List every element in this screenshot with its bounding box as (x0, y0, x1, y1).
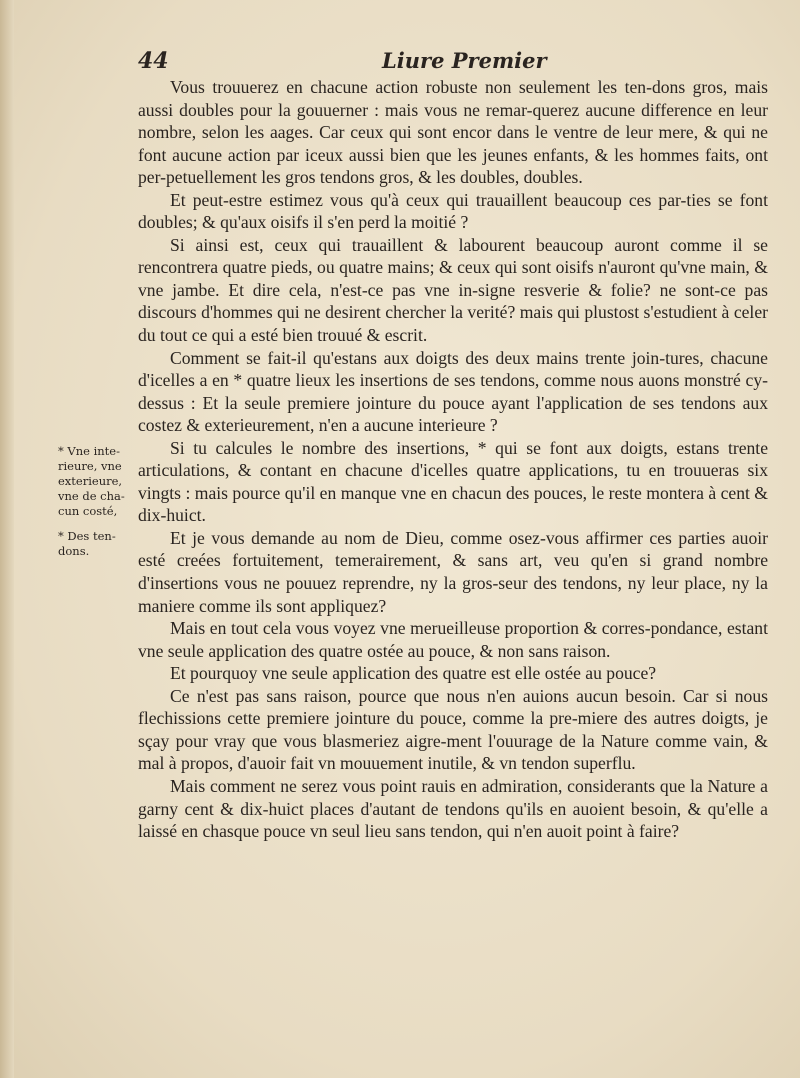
page-header (138, 48, 778, 76)
paragraph: Mais en tout cela vous voyez vne merueilleuse proportion & corres-pondance, estant vne seule application des quatre ostée au pouce, & non sans raison. (138, 618, 768, 661)
body-text (138, 76, 768, 843)
margin-note: * Vne inte-rieure, vne exterieure, vne de cha-cun costé, (58, 444, 125, 518)
page-number: 44 (138, 48, 169, 74)
paragraph: Si tu calcules le nombre des insertions, * qui se font aux doigts, estans trente articulations, & contant en chacune d'icelles quatre applications, tu en trouueras six vingts : mais pource qu'il en manque vne en chacun des pouces, le reste montera à cent & dix-huict. (138, 437, 768, 526)
paragraph: Si ainsi est, ceux qui trauaillent & labourent beaucoup auront comme il se rencontrera quatre pieds, ou quatre mains; & ceux qui sont oisifs n'auront qu'vne main, & vne jambe. Et dire cela, n'est-ce pas vne in-signe resverie & folie? ne sont-ce pas discours d'hommes qui ne desirent chercher la verité? mais qui plustost s'estudient à celer du tout ce qui a esté bien trouué & escrit. (138, 234, 768, 346)
paragraph: Vous trouuerez en chacune action robuste non seulement les ten-dons gros, mais aussi doubles pour la gouuerner : mais vous ne remar-querez aucune difference en leur nombre, selon les aages. Car ceux qui sont encor dans le ventre de leur mere, & qui ne font aucune action par iceux aussi bien que les jeunes enfants, & les hommes faits, ont per-petuellement les gros tendons gros, & les doubles, doubles. (138, 77, 768, 188)
paragraph: Mais comment ne serez vous point rauis en admiration, considerants que la Nature a garny cent & dix-huict places d'autant de tendons qu'ils en auoient besoin, & qu'elle a laissé en chasque pouce vn seul lieu sans tendon, qui n'en auoit point à faire? (138, 775, 768, 842)
margin-notes (58, 444, 140, 565)
paragraph: Et peut-estre estimez vous qu'à ceux qui trauaillent beaucoup ces par-ties se font doubles; & qu'aux oisifs il s'en perd la moitié ? (138, 189, 768, 233)
paragraph: Et je vous demande au nom de Dieu, comme osez-vous affirmer ces parties auoir esté creées fortuitement, temerairement, & sans art, veu qu'en si grand nombre d'insertions vous ne pouuez reprendre, ny la gros-seur des tendons, ny leur place, ny la maniere comme ils sont appliquez? (138, 527, 768, 616)
paragraph: Et pourquoy vne seule application des quatre est elle ostée au pouce? (170, 663, 657, 684)
running-title: Liure Premier (382, 48, 547, 73)
page-binding-edge (0, 0, 14, 1078)
paragraph: Ce n'est pas sans raison, pource que nous n'en auions aucun besoin. Car si nous flechissions cette premiere jointure du pouce, comme la pre-miere des autres doigts, je sçay pour vray que vous blasmeriez aigre-ment l'ouurage de la Nature comme vain, & mal à propos, d'auoir fait vn mouuement inutile, & vn tendon superflu. (138, 685, 768, 774)
paragraph: Comment se fait-il qu'estans aux doigts des deux mains trente join-tures, chacune d'icelles a en * quatre lieux les insertions de ses tendons, comme nous auons monstré cy-dessus : Et la seule premiere jointure du pouce ayant l'application de ses tendons aux costez & exterieurement, n'en a aucune interieure ? (138, 347, 768, 436)
margin-note: * Des ten-dons. (58, 529, 116, 558)
